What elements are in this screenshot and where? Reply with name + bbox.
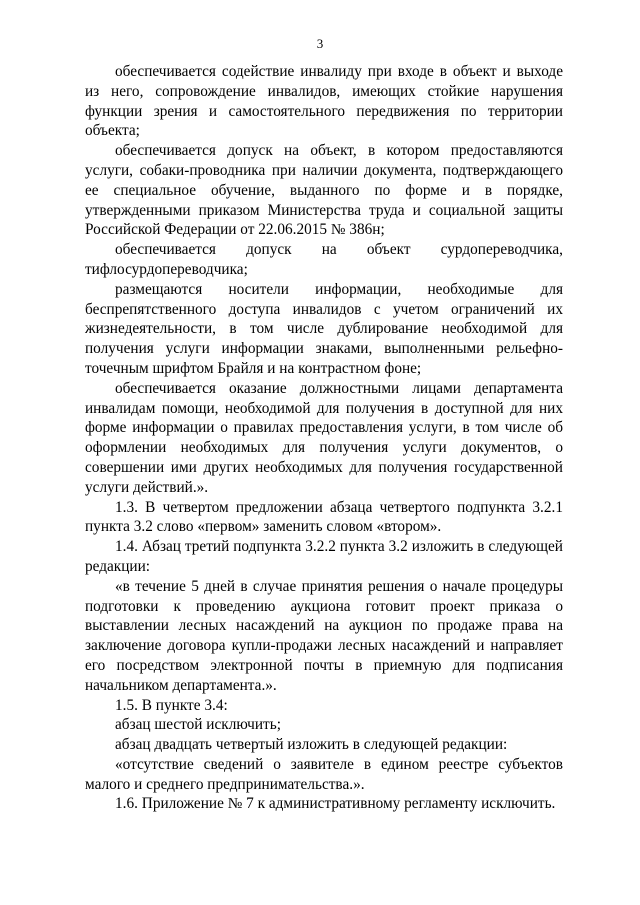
page-number: 3 <box>316 36 324 51</box>
paragraph-6: 1.3. В четвертом предложении абзаца четвертого подпункта 3.2.1 пункта 3.2 слово «первом» заменить словом «втором». <box>85 498 563 536</box>
paragraph-2: обеспечивается допуск на объект, в котором предоставляются услуги, собаки-проводника при наличии документа, подтверждающего ее специальное обучение, выданного по форме и в порядке, утвержденными приказом Министерства труда и социальной защиты Российской Федерации от 22.06.2015 № 386н; <box>85 142 563 239</box>
paragraph-12: «отсутствие сведений о заявителе в едином реестре субъектов малого и среднего предпринимательства.». <box>85 755 563 793</box>
paragraph-11: абзац двадцать четвертый изложить в следующей редакции: <box>115 736 508 754</box>
paragraph-8: «в течение 5 дней в случае принятия решения о начале процедуры подготовки к проведению аукциона готовит проект приказа о выставлении лесных насаждений на аукцион по продаже права на заключение договора купли-продажи лесных насаждений и направляет его посредством электронной почты в приемную для подписания начальником департамента.». <box>85 577 563 694</box>
paragraph-4: размещаются носители информации, необходимые для беспрепятственного доступа инвалидов с учетом ограничений их жизнедеятельности, в том числе дублирование необходимой для получения услуги информации знаками, выполненными рельефно-точечным шрифтом Брайля и на контрастном фоне; <box>85 280 563 377</box>
paragraph-13: 1.6. Приложение № 7 к административному регламенту исключить. <box>115 795 556 813</box>
paragraph-10: абзац шестой исключить; <box>115 716 281 734</box>
paragraph-5: обеспечивается оказание должностными лицами департамента инвалидам помощи, необходимой для получения в доступной для них форме информации о правилах предоставления услуги, в том числе об оформлении необходимых для получения услуги документов, о совершении ими других необходимых для получения государственной услуги действий.». <box>85 379 563 496</box>
document-body <box>85 62 563 814</box>
paragraph-3: обеспечивается допуск на объект сурдопереводчика, тифлосурдопереводчика; <box>85 241 563 278</box>
paragraph-7: 1.4. Абзац третий подпункта 3.2.2 пункта 3.2 изложить в следующей редакции: <box>85 538 563 575</box>
paragraph-1: обеспечивается содействие инвалиду при входе в объект и выходе из него, сопровождение инвалидов, имеющих стойкие нарушения функции зрения и самостоятельного передвижения по территории объекта; <box>85 63 563 140</box>
paragraph-9: 1.5. В пункте 3.4: <box>115 696 228 714</box>
